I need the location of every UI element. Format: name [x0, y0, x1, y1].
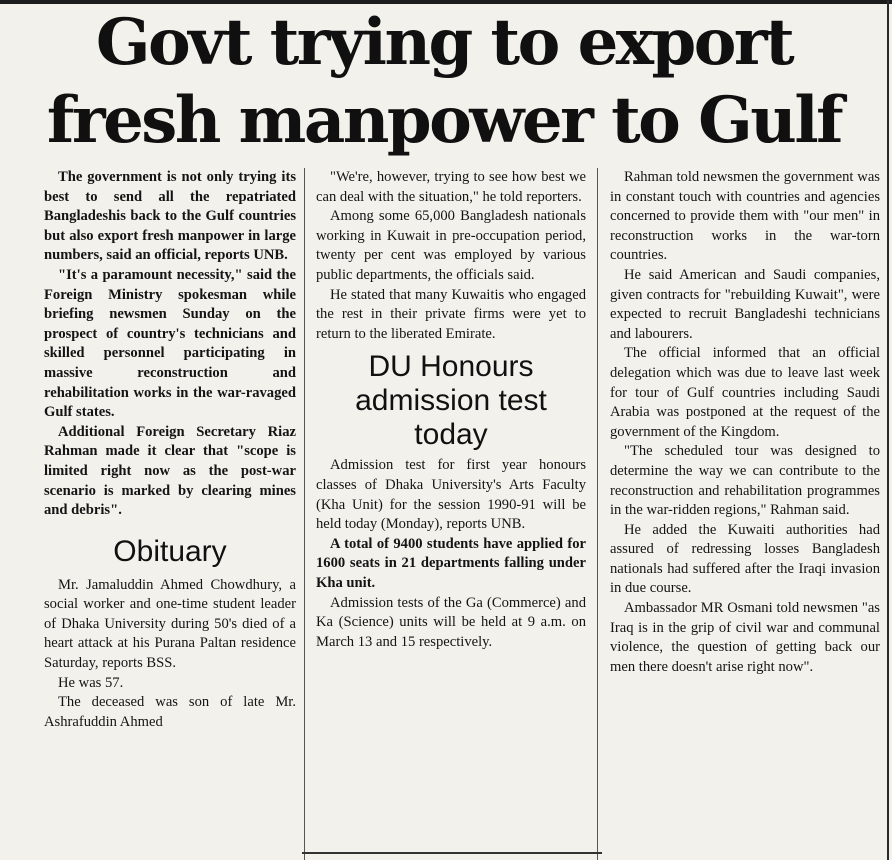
article-paragraph: Additional Foreign Secretary Riaz Rahman made it clear that "scope is limited right now as the post-war scenario is marked by clearing mines and debris".	[44, 423, 296, 519]
du-honours-paragraph: A total of 9400 students have applied for 1600 seats in 21 departments falling under Kha unit.	[316, 535, 586, 591]
article-paragraph: Among some 65,000 Bangladesh nationals working in Kuwait in pre-occupation period, twenty per cent was employed by various public departments, the officials said.	[316, 208, 586, 283]
column-2	[316, 168, 586, 652]
column-3	[610, 168, 880, 677]
right-border-rule	[887, 0, 889, 860]
article-paragraph: "The scheduled tour was designed to determine the way we can contribute to the reconstruction and rehabilitation programmes in the war-ridden regions," Rahman said.	[610, 443, 880, 519]
obituary-heading: Obituary	[113, 534, 227, 568]
article-paragraph: He added the Kuwaiti authorities had assured of redressing losses Bangladesh nationals had suffered after the Iraqi invasion in due course.	[610, 521, 880, 597]
headline-line-2: fresh manpower to Gulf	[46, 83, 842, 158]
headline	[18, 4, 870, 160]
obituary-body	[44, 576, 296, 733]
box-bottom-rule	[302, 852, 602, 854]
article-paragraph: The government is not only trying its best to send all the repatriated Bangladeshis back to the Gulf countries but also export fresh manpower in large numbers, said an official, reports UNB.	[44, 169, 296, 264]
column-rule	[597, 168, 598, 860]
headline-line-1: Govt trying to export	[95, 5, 793, 80]
article-paragraph: The official informed that an official delegation which was due to leave last week for tour of Gulf countries including Saudi Arabia was postponed at the request of the government of the Kingdom.	[610, 345, 880, 440]
column-rule	[304, 168, 305, 860]
article-paragraph: "It's a paramount necessity," said the Foreign Ministry spokesman while briefing newsmen Sunday on the prospect of country's technicians and skilled personnel participating in massive reconstruction and rehabilitation works in the war-ravaged Gulf states.	[44, 266, 296, 421]
du-honours-body	[316, 456, 586, 652]
du-honours-heading: DU Honours admission test today	[355, 350, 547, 452]
obituary-paragraph: Mr. Jamaluddin Ahmed Chowdhury, a social worker and one-time student leader of Dhaka University during 50's died of a heart attack at his Purana Paltan residence Saturday, reports BSS.	[44, 576, 296, 672]
du-honours-paragraph: Admission test for first year honours classes of Dhaka University's Arts Faculty (Kha Unit) for the session 1990-91 will be held today (Monday), reports UNB.	[316, 457, 586, 533]
article-paragraph: "We're, however, trying to see how best we can deal with the situation," he told reporters.	[316, 169, 586, 205]
obituary-paragraph: The deceased was son of late Mr. Ashrafuddin Ahmed	[44, 694, 296, 730]
article-paragraph: Rahman told newsmen the government was in constant touch with countries and agencies concerned to provide them with "our men" in reconstruction works in the war-torn countries.	[610, 169, 880, 264]
article-paragraph: Ambassador MR Osmani told newsmen "as Iraq is in the grip of civil war and communal violence, the question of getting back our men there doesn't arise right now".	[610, 600, 880, 675]
obituary-paragraph: He was 57.	[58, 674, 124, 691]
article-paragraph: He stated that many Kuwaitis who engaged the rest in their private firms were yet to return to the liberated Emirate.	[316, 286, 586, 342]
column-1	[44, 168, 296, 732]
du-honours-paragraph: Admission tests of the Ga (Commerce) and Ka (Science) units will be held at 9 a.m. on March 13 and 15 respectively.	[316, 594, 586, 650]
article-paragraph: He said American and Saudi companies, given contracts for "rebuilding Kuwait", were expected to recruit Bangladeshi technicians and labourers.	[610, 266, 880, 342]
